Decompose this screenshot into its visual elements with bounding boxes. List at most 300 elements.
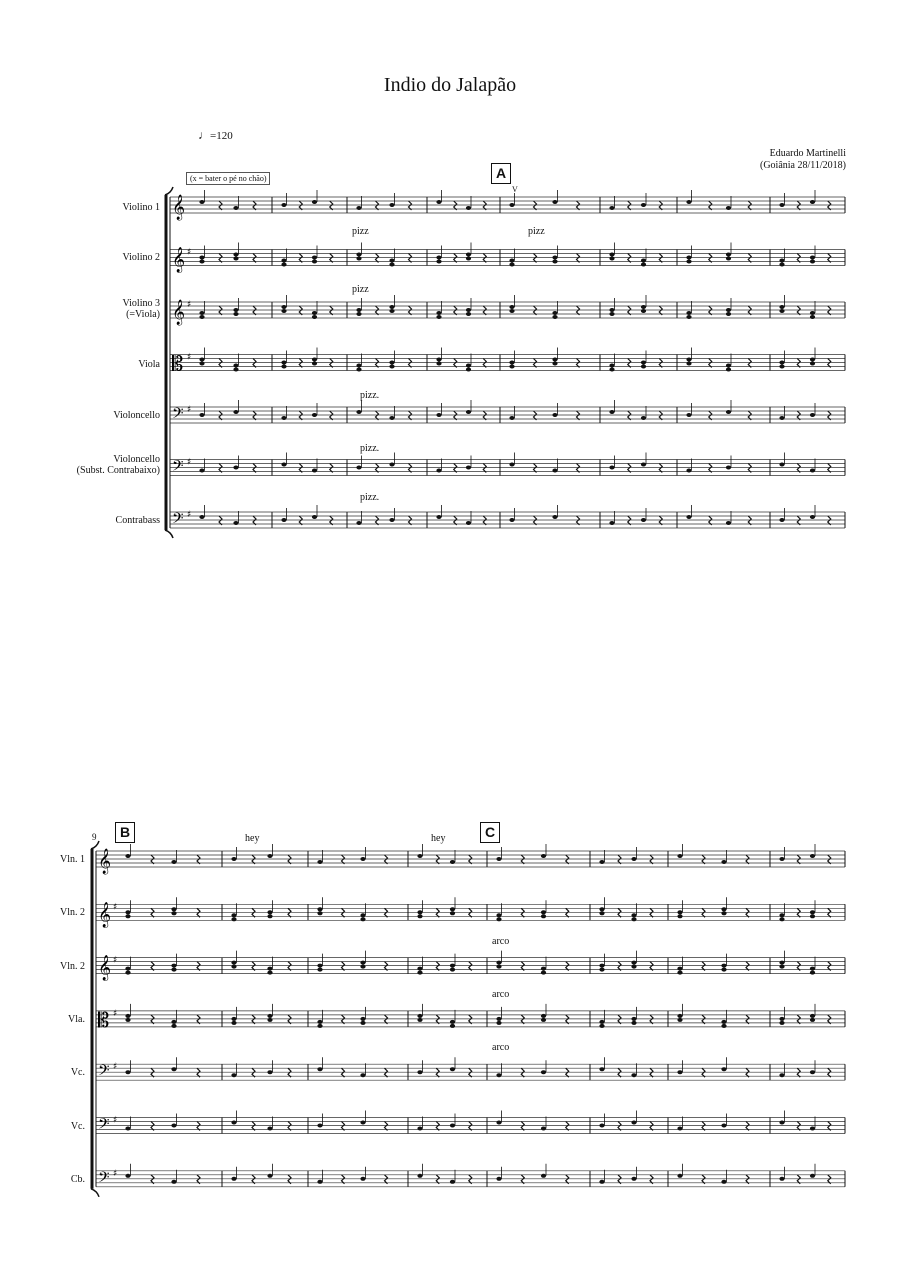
notehead bbox=[686, 469, 691, 473]
notehead bbox=[810, 1127, 815, 1131]
notehead bbox=[417, 914, 422, 918]
notehead bbox=[281, 365, 286, 369]
notehead bbox=[509, 203, 514, 207]
notehead bbox=[389, 463, 394, 467]
notehead bbox=[599, 1124, 604, 1128]
notehead bbox=[417, 1070, 422, 1074]
staff-label: Vc. bbox=[70, 1067, 85, 1078]
notehead bbox=[779, 1177, 784, 1181]
notehead bbox=[631, 1073, 636, 1077]
notehead bbox=[466, 466, 471, 470]
notehead bbox=[417, 967, 422, 971]
rehearsal-mark-b: B bbox=[115, 822, 135, 843]
staff-label: Violoncello (Subst. Contrabaixo) bbox=[76, 454, 160, 476]
notehead bbox=[450, 1180, 455, 1184]
notehead bbox=[356, 253, 361, 257]
notehead bbox=[726, 410, 731, 414]
notehead bbox=[125, 910, 130, 914]
notehead bbox=[231, 1073, 236, 1077]
notehead bbox=[233, 206, 238, 210]
bracket-bottom-hook bbox=[165, 530, 173, 538]
key-signature-sharp-icon: ♯ bbox=[187, 457, 192, 468]
notehead bbox=[609, 312, 614, 316]
notehead bbox=[509, 309, 514, 313]
notehead bbox=[360, 961, 365, 965]
notehead bbox=[199, 256, 204, 260]
tempo-value: =120 bbox=[210, 130, 233, 142]
notehead bbox=[312, 362, 317, 366]
staff-label: Violino 3 (=Viola) bbox=[122, 298, 160, 320]
notehead bbox=[125, 971, 130, 975]
notehead bbox=[726, 257, 731, 261]
notehead bbox=[677, 967, 682, 971]
notehead bbox=[631, 965, 636, 969]
notehead bbox=[609, 308, 614, 312]
notehead bbox=[721, 1024, 726, 1028]
notehead bbox=[317, 911, 322, 915]
notehead bbox=[599, 968, 604, 972]
notehead bbox=[233, 253, 238, 257]
notehead bbox=[609, 206, 614, 210]
notehead bbox=[810, 260, 815, 264]
pizz-marking: pizz bbox=[528, 226, 545, 237]
notehead bbox=[810, 413, 815, 417]
measure-number: 9 bbox=[92, 832, 97, 842]
notehead bbox=[541, 854, 546, 858]
score-title: Indio do Jalapão bbox=[383, 74, 517, 96]
notehead bbox=[721, 1124, 726, 1128]
notehead bbox=[496, 857, 501, 861]
notehead bbox=[609, 257, 614, 261]
notehead bbox=[599, 1020, 604, 1024]
notehead bbox=[779, 1017, 784, 1021]
notehead bbox=[199, 358, 204, 362]
rehearsal-mark-c: C bbox=[480, 822, 500, 843]
notehead bbox=[466, 257, 471, 261]
notehead bbox=[199, 413, 204, 417]
notehead bbox=[356, 368, 361, 372]
notehead bbox=[496, 917, 501, 921]
notehead bbox=[552, 200, 557, 204]
notehead bbox=[450, 911, 455, 915]
notehead bbox=[267, 1127, 272, 1131]
notehead bbox=[312, 358, 317, 362]
notehead bbox=[721, 1067, 726, 1071]
notehead bbox=[509, 263, 514, 267]
notehead bbox=[552, 260, 557, 264]
notehead bbox=[609, 410, 614, 414]
notehead bbox=[779, 263, 784, 267]
notehead bbox=[267, 1070, 272, 1074]
notehead bbox=[509, 365, 514, 369]
notehead bbox=[171, 907, 176, 911]
notehead bbox=[726, 466, 731, 470]
notehead bbox=[267, 1018, 272, 1022]
notehead bbox=[466, 206, 471, 210]
notehead bbox=[199, 362, 204, 366]
notehead bbox=[466, 253, 471, 257]
treble-clef-icon: 𝄞 bbox=[98, 902, 112, 928]
notehead bbox=[466, 368, 471, 372]
notehead bbox=[779, 857, 784, 861]
notehead bbox=[466, 521, 471, 525]
staff-label: Contrabass bbox=[115, 515, 160, 526]
notehead bbox=[356, 466, 361, 470]
bass-clef-icon: 𝄢 bbox=[172, 457, 184, 479]
notehead bbox=[541, 1174, 546, 1178]
notehead bbox=[233, 466, 238, 470]
key-signature-sharp-icon: ♯ bbox=[187, 405, 192, 415]
notehead bbox=[356, 364, 361, 368]
notehead bbox=[641, 463, 646, 467]
notehead bbox=[599, 860, 604, 864]
notehead bbox=[281, 203, 286, 207]
notehead bbox=[317, 1020, 322, 1024]
notehead bbox=[267, 1174, 272, 1178]
notehead bbox=[417, 1018, 422, 1022]
notehead bbox=[436, 413, 441, 417]
notehead bbox=[810, 1174, 815, 1178]
notehead bbox=[677, 854, 682, 858]
notehead bbox=[389, 365, 394, 369]
key-signature-sharp-icon: ♯ bbox=[187, 352, 192, 363]
notehead bbox=[599, 911, 604, 915]
notehead bbox=[496, 1073, 501, 1077]
notehead bbox=[677, 1070, 682, 1074]
notehead bbox=[389, 263, 394, 267]
notehead bbox=[231, 857, 236, 861]
notehead bbox=[641, 309, 646, 313]
notehead bbox=[317, 1067, 322, 1071]
vocal-shout: hey bbox=[245, 833, 260, 844]
notehead bbox=[599, 1067, 604, 1071]
notehead bbox=[233, 312, 238, 316]
notehead bbox=[677, 914, 682, 918]
key-signature-sharp-icon: ♯ bbox=[113, 902, 118, 913]
notehead bbox=[317, 907, 322, 911]
notehead bbox=[199, 260, 204, 264]
notehead bbox=[281, 518, 286, 522]
notehead bbox=[810, 362, 815, 366]
key-signature-sharp-icon: ♯ bbox=[113, 1115, 118, 1126]
notehead bbox=[496, 1121, 501, 1125]
staff-label: Vln. 2 bbox=[60, 907, 85, 918]
notehead bbox=[356, 312, 361, 316]
notehead bbox=[677, 1014, 682, 1018]
notehead bbox=[450, 964, 455, 968]
notehead bbox=[389, 203, 394, 207]
notehead bbox=[541, 914, 546, 918]
notehead bbox=[199, 469, 204, 473]
notehead bbox=[609, 368, 614, 372]
notehead bbox=[436, 311, 441, 315]
notehead bbox=[721, 860, 726, 864]
notehead bbox=[779, 917, 784, 921]
key-signature-sharp-icon: ♯ bbox=[113, 955, 118, 966]
notehead bbox=[450, 968, 455, 972]
notehead bbox=[312, 469, 317, 473]
notehead bbox=[231, 965, 236, 969]
notehead bbox=[509, 416, 514, 420]
notehead bbox=[199, 315, 204, 319]
notehead bbox=[779, 1121, 784, 1125]
notehead bbox=[496, 1021, 501, 1025]
notehead bbox=[509, 518, 514, 522]
key-signature-sharp-icon: ♯ bbox=[187, 510, 192, 520]
key-signature-sharp-icon: ♯ bbox=[187, 300, 192, 310]
notehead bbox=[496, 913, 501, 917]
notehead bbox=[541, 910, 546, 914]
notehead bbox=[599, 1180, 604, 1184]
notehead bbox=[125, 1018, 130, 1022]
notehead bbox=[609, 253, 614, 257]
pizz-marking: pizz. bbox=[360, 443, 380, 454]
notehead bbox=[609, 521, 614, 525]
treble-clef-icon: 𝄞 bbox=[172, 300, 186, 325]
notehead bbox=[721, 964, 726, 968]
notehead bbox=[356, 206, 361, 210]
notehead bbox=[267, 910, 272, 914]
notehead bbox=[281, 305, 286, 309]
notehead bbox=[810, 854, 815, 858]
notehead bbox=[496, 1017, 501, 1021]
notehead bbox=[281, 309, 286, 313]
notehead bbox=[779, 913, 784, 917]
notehead bbox=[231, 1121, 236, 1125]
notehead bbox=[721, 907, 726, 911]
notehead bbox=[541, 1018, 546, 1022]
notehead bbox=[231, 913, 236, 917]
notehead bbox=[317, 964, 322, 968]
notehead bbox=[436, 358, 441, 362]
key-signature-sharp-icon: ♯ bbox=[113, 1168, 118, 1179]
notehead bbox=[466, 364, 471, 368]
notehead bbox=[779, 965, 784, 969]
pizz-marking: pizz bbox=[352, 284, 369, 295]
notehead bbox=[677, 1174, 682, 1178]
staff-label: Vln. 2 bbox=[60, 961, 85, 972]
notehead bbox=[726, 312, 731, 316]
pizz-marking: pizz. bbox=[360, 492, 380, 503]
notehead bbox=[779, 1021, 784, 1025]
notehead bbox=[810, 469, 815, 473]
notehead bbox=[267, 914, 272, 918]
notehead bbox=[509, 463, 514, 467]
notehead bbox=[552, 469, 557, 473]
notehead bbox=[436, 515, 441, 519]
notehead bbox=[541, 967, 546, 971]
notehead bbox=[231, 1021, 236, 1025]
bass-clef-icon: 𝄢 bbox=[172, 405, 184, 426]
notehead bbox=[450, 1024, 455, 1028]
staff-label: Violino 1 bbox=[122, 202, 160, 213]
notehead bbox=[721, 1020, 726, 1024]
notehead bbox=[686, 515, 691, 519]
notehead bbox=[779, 259, 784, 263]
notehead bbox=[312, 413, 317, 417]
treble-clef-icon: 𝄞 bbox=[98, 849, 112, 874]
notehead bbox=[389, 518, 394, 522]
notehead bbox=[496, 1177, 501, 1181]
notehead bbox=[686, 311, 691, 315]
notehead bbox=[810, 1070, 815, 1074]
notehead bbox=[125, 967, 130, 971]
notehead bbox=[389, 305, 394, 309]
notehead bbox=[686, 256, 691, 260]
notehead bbox=[450, 1020, 455, 1024]
notehead bbox=[779, 305, 784, 309]
notehead bbox=[779, 961, 784, 965]
notehead bbox=[199, 515, 204, 519]
notehead bbox=[810, 1018, 815, 1022]
notehead bbox=[779, 361, 784, 365]
notehead bbox=[171, 911, 176, 915]
notehead bbox=[171, 1067, 176, 1071]
notehead bbox=[389, 259, 394, 263]
notehead bbox=[356, 521, 361, 525]
notehead bbox=[356, 257, 361, 261]
notehead bbox=[552, 362, 557, 366]
notehead bbox=[199, 311, 204, 315]
notehead bbox=[779, 203, 784, 207]
notehead bbox=[171, 1180, 176, 1184]
notehead bbox=[541, 1014, 546, 1018]
notehead bbox=[389, 361, 394, 365]
notehead bbox=[810, 256, 815, 260]
notehead bbox=[631, 1177, 636, 1181]
notehead bbox=[171, 1124, 176, 1128]
notehead bbox=[810, 311, 815, 315]
notehead bbox=[677, 1018, 682, 1022]
notehead bbox=[231, 1177, 236, 1181]
notehead bbox=[726, 308, 731, 312]
notehead bbox=[721, 1180, 726, 1184]
notehead bbox=[552, 413, 557, 417]
notehead bbox=[496, 965, 501, 969]
notehead bbox=[417, 1127, 422, 1131]
notehead bbox=[231, 917, 236, 921]
notehead bbox=[677, 910, 682, 914]
notehead bbox=[686, 362, 691, 366]
notehead bbox=[810, 971, 815, 975]
notehead bbox=[810, 315, 815, 319]
notehead bbox=[509, 259, 514, 263]
notehead bbox=[125, 1070, 130, 1074]
staff-label: Vc. bbox=[70, 1121, 85, 1132]
treble-clef-icon: 𝄞 bbox=[172, 247, 186, 273]
notehead bbox=[233, 308, 238, 312]
notehead bbox=[360, 1017, 365, 1021]
alto-clef-icon: 𝄡 bbox=[98, 1007, 110, 1032]
notehead bbox=[317, 860, 322, 864]
notehead bbox=[231, 961, 236, 965]
staff-label: Cb. bbox=[70, 1174, 85, 1185]
notehead bbox=[125, 1014, 130, 1018]
notehead bbox=[810, 967, 815, 971]
notehead bbox=[641, 365, 646, 369]
notehead bbox=[779, 1073, 784, 1077]
notehead bbox=[317, 1124, 322, 1128]
notehead bbox=[436, 260, 441, 264]
staff-label: Vln. 1 bbox=[60, 854, 85, 865]
vocal-shout: hey bbox=[431, 833, 446, 844]
breath-mark: V bbox=[512, 185, 518, 194]
notehead bbox=[125, 1174, 130, 1178]
notehead bbox=[125, 914, 130, 918]
notehead bbox=[233, 257, 238, 261]
notehead bbox=[686, 260, 691, 264]
notehead bbox=[360, 1073, 365, 1077]
notehead bbox=[281, 463, 286, 467]
key-signature-sharp-icon: ♯ bbox=[187, 247, 192, 258]
notehead bbox=[267, 971, 272, 975]
composition-place-date: (Goiânia 28/11/2018) bbox=[759, 160, 846, 171]
staff-label: Viola bbox=[138, 359, 160, 370]
notehead bbox=[171, 1020, 176, 1024]
notehead bbox=[171, 968, 176, 972]
notehead bbox=[312, 256, 317, 260]
notehead bbox=[810, 910, 815, 914]
notehead bbox=[312, 311, 317, 315]
notehead bbox=[267, 1014, 272, 1018]
bass-clef-icon: 𝄢 bbox=[98, 1115, 110, 1137]
notehead bbox=[417, 854, 422, 858]
staff-label: Violoncello bbox=[113, 410, 160, 421]
bass-clef-icon: 𝄢 bbox=[98, 1062, 110, 1084]
notehead bbox=[231, 1017, 236, 1021]
notehead bbox=[641, 263, 646, 267]
notehead bbox=[721, 968, 726, 972]
notehead bbox=[312, 315, 317, 319]
notehead bbox=[312, 260, 317, 264]
notehead bbox=[171, 860, 176, 864]
bass-clef-icon: 𝄢 bbox=[172, 510, 184, 531]
notehead bbox=[436, 256, 441, 260]
notehead bbox=[496, 961, 501, 965]
notehead bbox=[436, 469, 441, 473]
notehead bbox=[779, 416, 784, 420]
notehead bbox=[360, 857, 365, 861]
notehead bbox=[552, 256, 557, 260]
notehead bbox=[631, 913, 636, 917]
notehead bbox=[810, 200, 815, 204]
notehead bbox=[466, 410, 471, 414]
notehead bbox=[450, 1124, 455, 1128]
notehead bbox=[360, 1021, 365, 1025]
notehead bbox=[686, 358, 691, 362]
notehead bbox=[509, 305, 514, 309]
notehead bbox=[356, 308, 361, 312]
notehead bbox=[726, 206, 731, 210]
notehead bbox=[599, 1024, 604, 1028]
notehead bbox=[677, 971, 682, 975]
notehead bbox=[450, 860, 455, 864]
notehead bbox=[360, 917, 365, 921]
notehead bbox=[389, 309, 394, 313]
notehead bbox=[677, 1127, 682, 1131]
notehead bbox=[312, 200, 317, 204]
notehead bbox=[281, 361, 286, 365]
notehead bbox=[417, 910, 422, 914]
notehead bbox=[552, 358, 557, 362]
notehead bbox=[641, 203, 646, 207]
notehead bbox=[360, 1177, 365, 1181]
notehead bbox=[552, 315, 557, 319]
notehead bbox=[281, 259, 286, 263]
notehead bbox=[541, 1070, 546, 1074]
rehearsal-mark-a: A bbox=[491, 163, 511, 184]
treble-clef-icon: 𝄞 bbox=[172, 195, 186, 220]
